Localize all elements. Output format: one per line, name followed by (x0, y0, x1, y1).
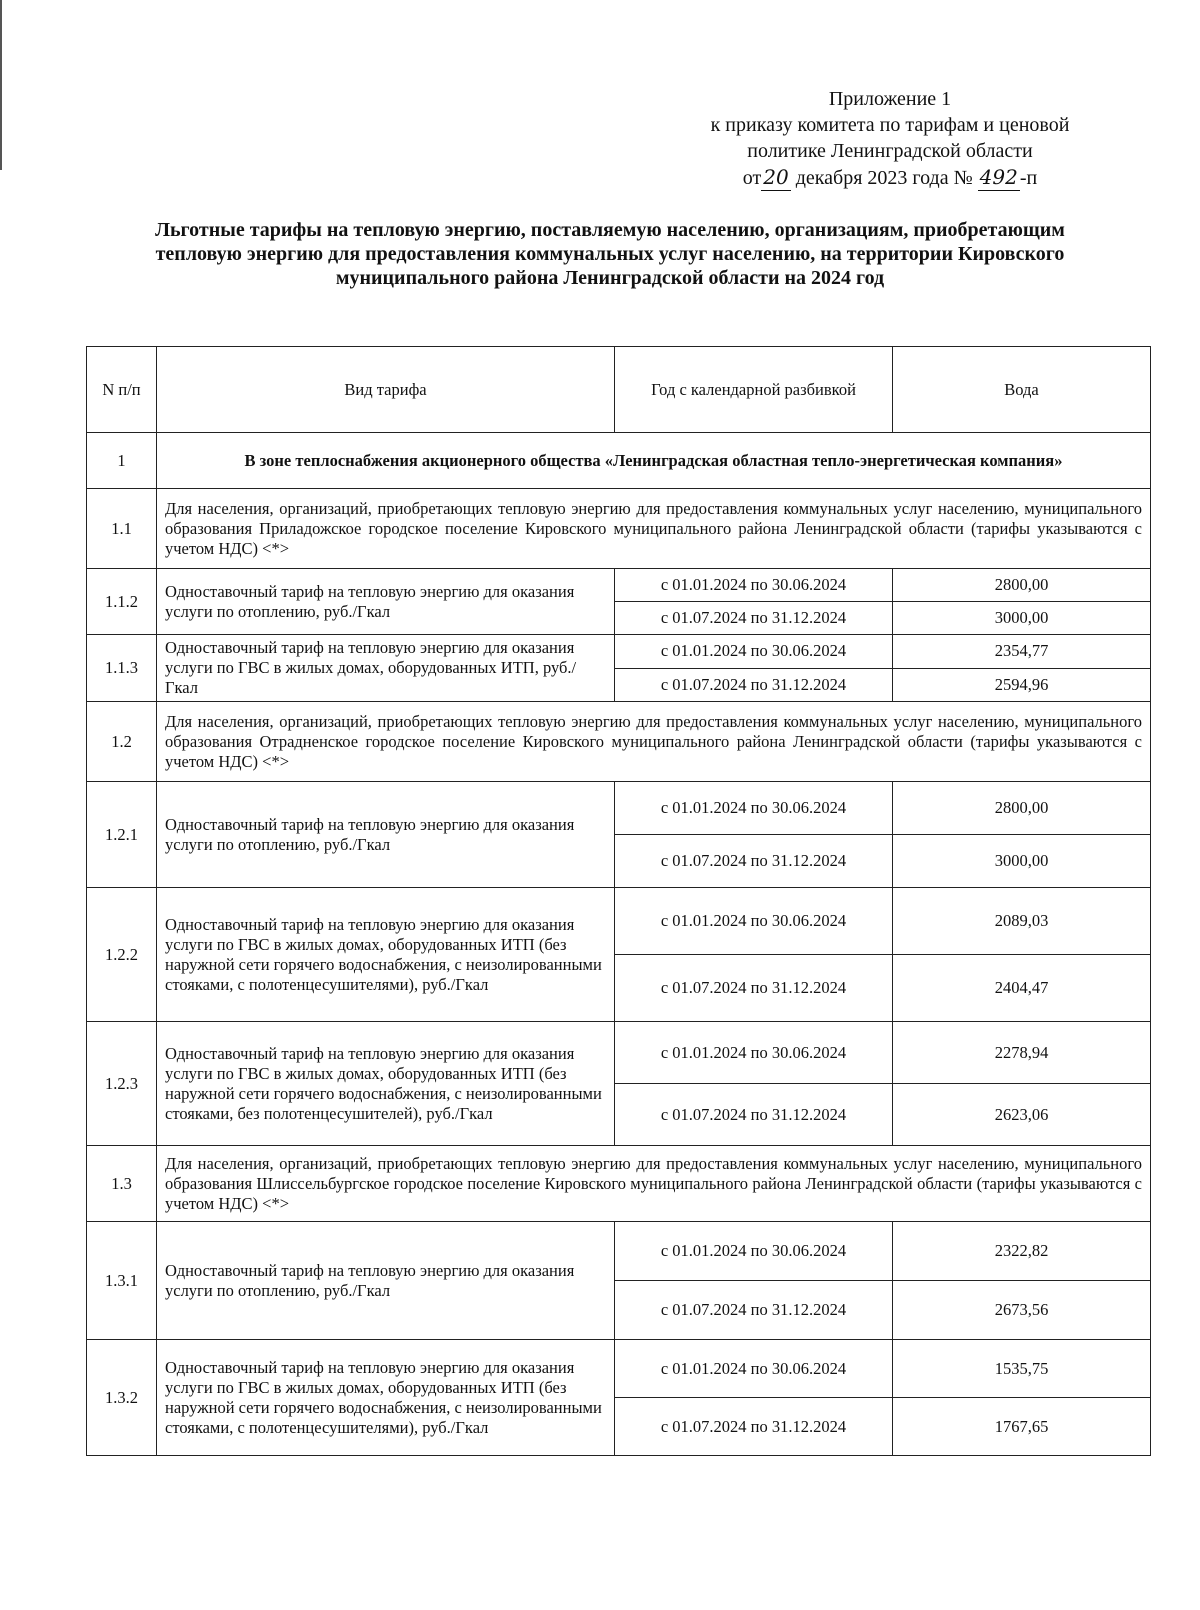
value-cell: 1767,65 (893, 1398, 1151, 1456)
tariff-table (86, 346, 1151, 1456)
table-row (87, 635, 1151, 669)
tariff-description: Одноставочный тариф на тепловую энергию для оказания услуги по ГВС в жилых домах, оборудованных ИТП, руб./Гкал (157, 635, 615, 702)
value-cell: 2354,77 (893, 635, 1151, 669)
header-period: Год с календарной разбивкой (615, 347, 893, 433)
row-num: 1.2.2 (87, 888, 157, 1022)
header-tariff-type: Вид тарифа (157, 347, 615, 433)
document-title: Льготные тарифы на тепловую энергию, поставляемую населению, организациям, приобретающим тепловую энергию для предоставления коммунальных услуг населению, на территории Кировского муниципального района Ленинградской области на 2024 год (155, 219, 1065, 289)
header-water: Вода (893, 347, 1151, 433)
tariff-description: Одноставочный тариф на тепловую энергию для оказания услуги по ГВС в жилых домах, оборудованных ИТП (без наружной сети горячего водоснабжения, с неизолированными стояками, с полотенцесушителями), руб./Гкал (157, 1340, 615, 1456)
period-cell: с 01.01.2024 по 30.06.2024 (615, 782, 893, 835)
group-text: Для населения, организаций, приобретающих тепловую энергию для предоставления коммунальных услуг населению, муниципального образования Шлиссельбургское городское поселение Кировского муниципального района Ленинградской области (тарифы указываются с учетом НДС) <*> (157, 1146, 1151, 1222)
tariff-description: Одноставочный тариф на тепловую энергию для оказания услуги по отоплению, руб./Гкал (157, 782, 615, 888)
tariff-description: Одноставочный тариф на тепловую энергию для оказания услуги по ГВС в жилых домах, оборудованных ИТП (без наружной сети горячего водоснабжения, с неизолированными стояками, с полотенцесушителями), руб./Гкал (157, 888, 615, 1022)
period-cell: с 01.07.2024 по 31.12.2024 (615, 1398, 893, 1456)
row-num: 1.3 (87, 1146, 157, 1222)
row-num: 1.1.3 (87, 635, 157, 702)
table-row (87, 888, 1151, 955)
value-cell: 2089,03 (893, 888, 1151, 955)
group-text: Для населения, организаций, приобретающих тепловую энергию для предоставления коммунальных услуг населению, муниципального образования Приладожское городское поселение Кировского муниципального района Ленинградской области (тарифы указываются с учетом НДС) <*> (157, 489, 1151, 569)
handwritten-number: 492 (979, 165, 1018, 189)
value-cell: 2800,00 (893, 569, 1151, 602)
group-row-1-2 (87, 702, 1151, 782)
table-row (87, 1022, 1151, 1084)
period-cell: с 01.07.2024 по 31.12.2024 (615, 668, 893, 702)
period-cell: с 01.01.2024 по 30.06.2024 (615, 569, 893, 602)
appendix-line-1: Приложение 1 (828, 88, 952, 110)
group-text: Для населения, организаций, приобретающих тепловую энергию для предоставления коммунальных услуг населению, муниципального образования Отрадненское городское поселение Кировского муниципального района Ленинградской области (тарифы указываются с учетом НДС) <*> (157, 702, 1151, 782)
value-cell: 1535,75 (893, 1340, 1151, 1398)
row-num: 1.2.1 (87, 782, 157, 888)
value-cell: 2278,94 (893, 1022, 1151, 1084)
table-row (87, 1222, 1151, 1281)
tariff-description: Одноставочный тариф на тепловую энергию для оказания услуги по ГВС в жилых домах, оборудованных ИТП (без наружной сети горячего водоснабжения, с неизолированными стояками, без полотенцесушителей), руб./Гкал (157, 1022, 615, 1146)
period-cell: с 01.07.2024 по 31.12.2024 (615, 1281, 893, 1340)
value-cell: 3000,00 (893, 835, 1151, 888)
table-header-row (87, 347, 1151, 433)
period-cell: с 01.07.2024 по 31.12.2024 (615, 835, 893, 888)
value-cell: 2673,56 (893, 1281, 1151, 1340)
period-cell: с 01.07.2024 по 31.12.2024 (615, 602, 893, 635)
table-row (87, 1340, 1151, 1398)
date-prefix: от (742, 167, 762, 189)
value-cell: 2594,96 (893, 668, 1151, 702)
group-row-1-3 (87, 1146, 1151, 1222)
value-cell: 2800,00 (893, 782, 1151, 835)
period-cell: с 01.01.2024 по 30.06.2024 (615, 1340, 893, 1398)
period-cell: с 01.01.2024 по 30.06.2024 (615, 888, 893, 955)
row-num: 1.3.1 (87, 1222, 157, 1340)
period-cell: с 01.01.2024 по 30.06.2024 (615, 1222, 893, 1281)
group-row-1-1 (87, 489, 1151, 569)
handwritten-day: 20 (763, 165, 789, 189)
row-num: 1.2.3 (87, 1022, 157, 1146)
date-middle: декабря 2023 года № (795, 167, 973, 189)
period-cell: с 01.01.2024 по 30.06.2024 (615, 635, 893, 669)
period-cell: с 01.07.2024 по 31.12.2024 (615, 1084, 893, 1146)
section-title: В зоне теплоснабжения акционерного общества «Ленинградская областная тепло-энергетическая компания» (157, 433, 1151, 489)
tariff-description: Одноставочный тариф на тепловую энергию для оказания услуги по отоплению, руб./Гкал (157, 1222, 615, 1340)
table-row (87, 782, 1151, 835)
header-num: N п/п (87, 347, 157, 433)
number-suffix: -п (1019, 167, 1038, 189)
row-num: 1.1.2 (87, 569, 157, 635)
tariff-description: Одноставочный тариф на тепловую энергию для оказания услуги по отоплению, руб./Гкал (157, 569, 615, 635)
appendix-date-line (650, 164, 1130, 191)
value-cell: 3000,00 (893, 602, 1151, 635)
appendix-line-3: политике Ленинградской области (747, 140, 1033, 162)
period-cell: с 01.07.2024 по 31.12.2024 (615, 955, 893, 1022)
section-row-1 (87, 433, 1151, 489)
row-num: 1.1 (87, 489, 157, 569)
row-num: 1.2 (87, 702, 157, 782)
value-cell: 2623,06 (893, 1084, 1151, 1146)
appendix-header (650, 86, 1130, 191)
period-cell: с 01.01.2024 по 30.06.2024 (615, 1022, 893, 1084)
value-cell: 2404,47 (893, 955, 1151, 1022)
table-row (87, 569, 1151, 602)
row-num: 1 (87, 433, 157, 489)
page-edge-line (0, 0, 2, 170)
appendix-line-2: к приказу комитета по тарифам и ценовой (710, 114, 1070, 136)
value-cell: 2322,82 (893, 1222, 1151, 1281)
row-num: 1.3.2 (87, 1340, 157, 1456)
